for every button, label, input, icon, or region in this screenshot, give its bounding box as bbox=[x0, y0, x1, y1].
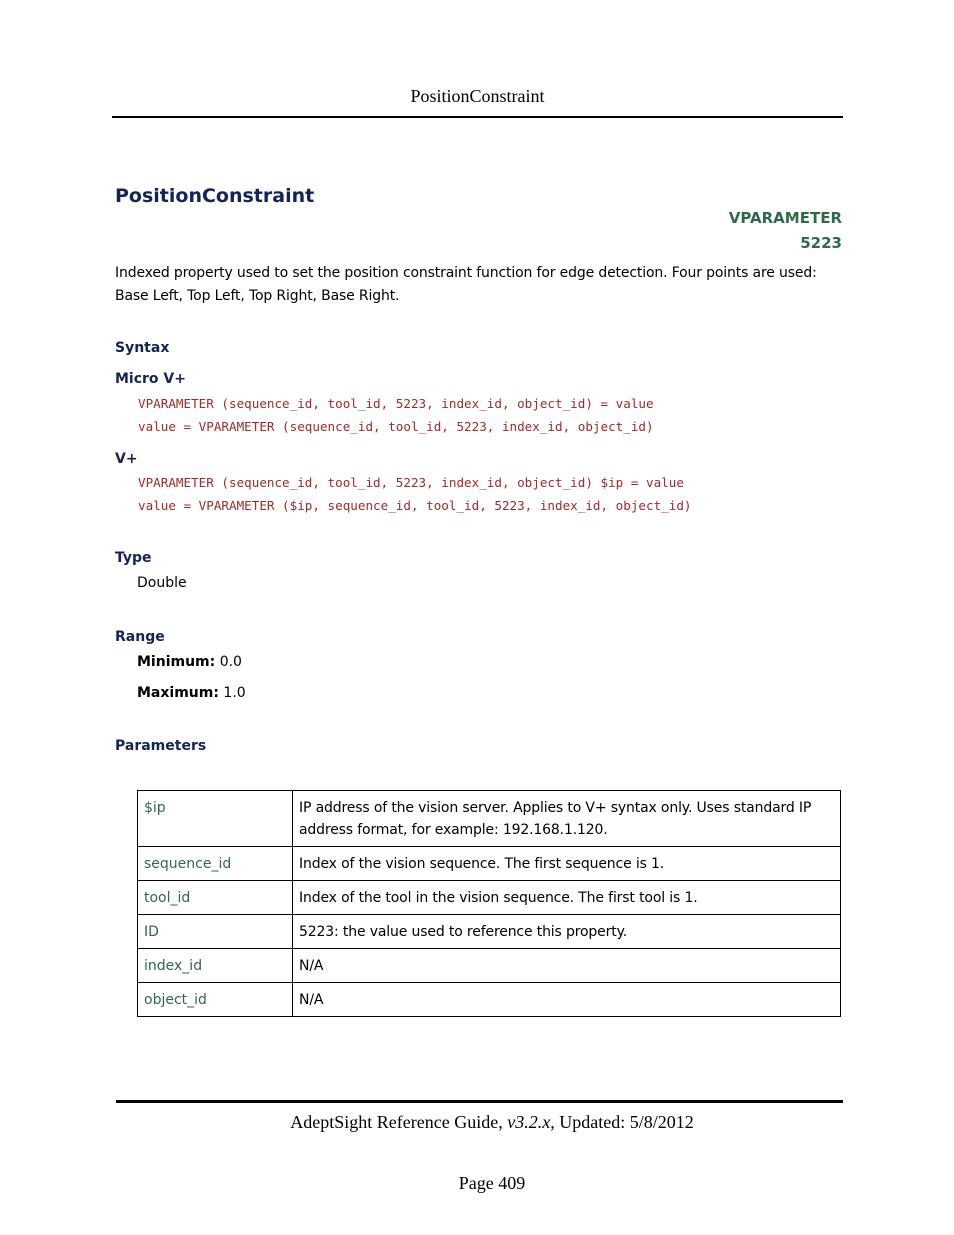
range-minimum-label: Minimum: bbox=[137, 654, 216, 670]
param-description: Index of the vision sequence. The first sequence is 1. bbox=[293, 847, 841, 881]
param-name: ID bbox=[138, 915, 293, 949]
parameters-heading: Parameters bbox=[115, 738, 207, 754]
parameters-table bbox=[137, 790, 841, 1017]
param-description: N/A bbox=[293, 983, 841, 1017]
footer-divider bbox=[116, 1100, 843, 1103]
param-description: Index of the tool in the vision sequence. The first tool is 1. bbox=[293, 881, 841, 915]
syntax-heading: Syntax bbox=[115, 340, 170, 356]
table-row bbox=[138, 847, 841, 881]
footer-version: , v3.2.x bbox=[498, 1112, 551, 1132]
param-name: tool_id bbox=[138, 881, 293, 915]
type-heading: Type bbox=[115, 550, 152, 566]
range-heading: Range bbox=[115, 629, 165, 645]
type-value: Double bbox=[137, 575, 187, 591]
footer-guide-name: AdeptSight Reference Guide bbox=[290, 1112, 499, 1132]
table-row bbox=[138, 881, 841, 915]
micro-v-heading: Micro V+ bbox=[115, 371, 186, 387]
footer-guide-info bbox=[116, 1112, 868, 1133]
range-maximum bbox=[137, 685, 246, 701]
page-title: PositionConstraint bbox=[115, 185, 315, 207]
vparameter-label: VPARAMETER bbox=[728, 209, 842, 227]
param-description: N/A bbox=[293, 949, 841, 983]
param-description: 5223: the value used to reference this property. bbox=[293, 915, 841, 949]
table-row bbox=[138, 915, 841, 949]
running-header-title: PositionConstraint bbox=[410, 86, 545, 106]
v-plus-heading: V+ bbox=[115, 451, 138, 467]
table-row bbox=[138, 983, 841, 1017]
range-minimum bbox=[137, 654, 242, 670]
param-description: IP address of the vision server. Applies to V+ syntax only. Uses standard IP address format, for example: 192.168.1.120. bbox=[293, 791, 841, 847]
range-maximum-label: Maximum: bbox=[137, 685, 219, 701]
param-name: sequence_id bbox=[138, 847, 293, 881]
param-name: index_id bbox=[138, 949, 293, 983]
table-row bbox=[138, 791, 841, 847]
vparameter-number: 5223 bbox=[800, 234, 842, 252]
code-line: VPARAMETER (sequence_id, tool_id, 5223, index_id, object_id) = value bbox=[138, 396, 654, 411]
range-minimum-value: 0.0 bbox=[219, 654, 242, 670]
property-description: Indexed property used to set the position constraint function for edge detection. Four points are used: Base Left, Top Left, Top Right, Base Right. bbox=[115, 265, 817, 304]
param-name: $ip bbox=[138, 791, 293, 847]
param-name: object_id bbox=[138, 983, 293, 1017]
footer-updated: , Updated: 5/8/2012 bbox=[550, 1112, 694, 1132]
table-row bbox=[138, 949, 841, 983]
code-line: VPARAMETER (sequence_id, tool_id, 5223, index_id, object_id) $ip = value bbox=[138, 475, 684, 490]
code-line: value = VPARAMETER ($ip, sequence_id, tool_id, 5223, index_id, object_id) bbox=[138, 498, 692, 513]
code-line: value = VPARAMETER (sequence_id, tool_id, 5223, index_id, object_id) bbox=[138, 419, 654, 434]
range-maximum-value: 1.0 bbox=[223, 685, 246, 701]
header-divider bbox=[112, 116, 843, 118]
page-number: Page 409 bbox=[458, 1173, 526, 1193]
